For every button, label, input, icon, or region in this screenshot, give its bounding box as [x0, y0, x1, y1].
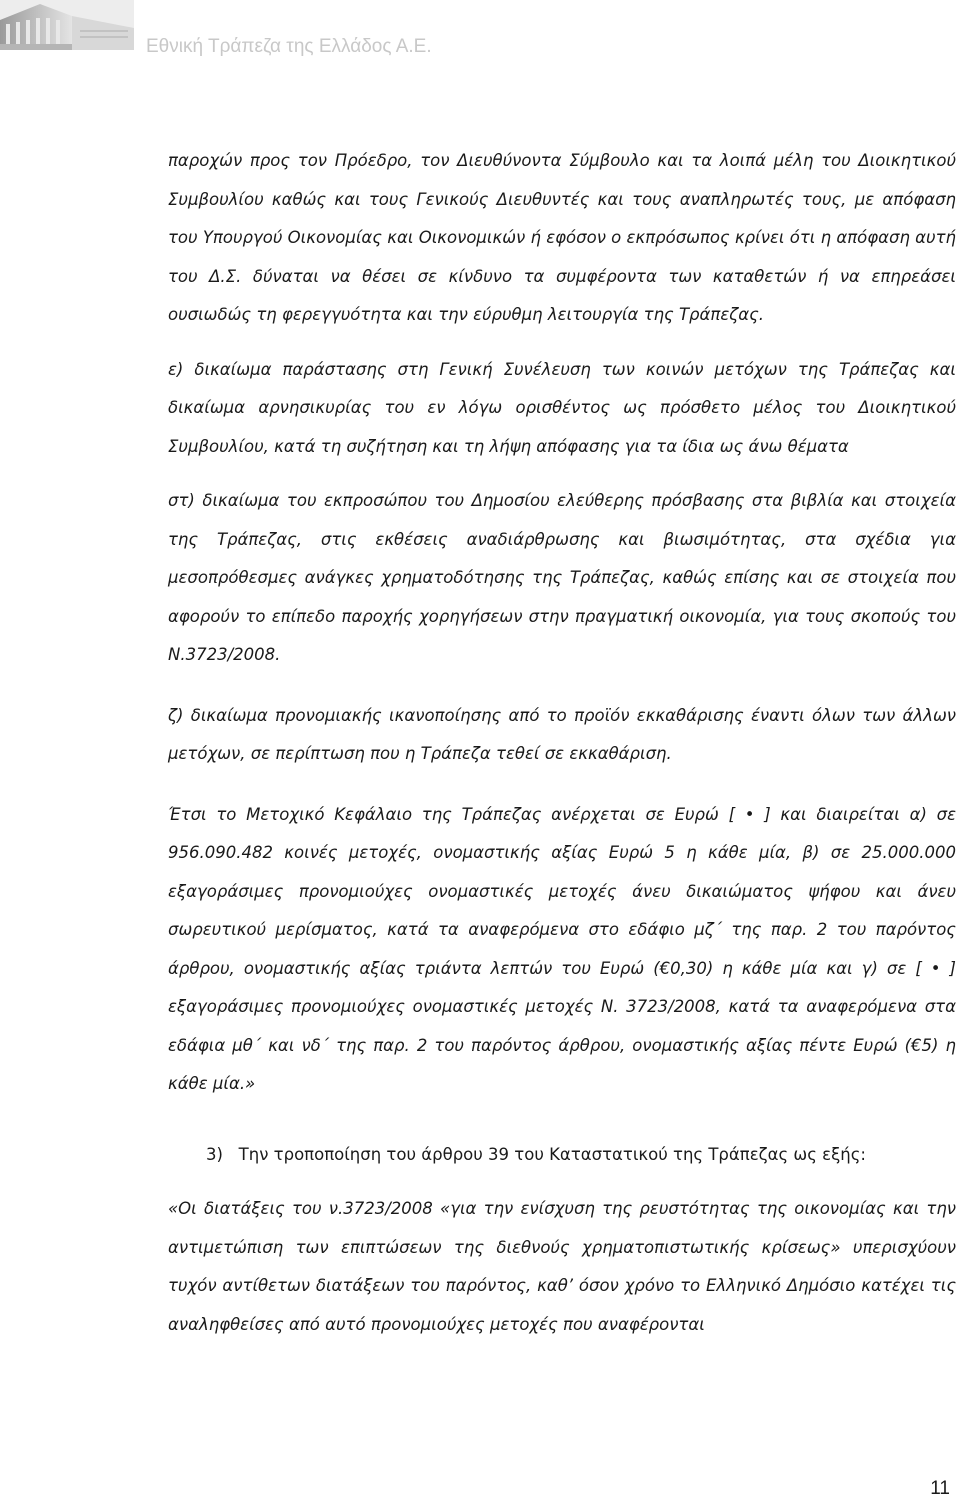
paragraph-right-z: ζ) δικαίωμα προνομιακής ικανοποίησης από το προϊόν εκκαθάρισης έναντι όλων των άλλων μετόχων, σε περίπτωση που η Τράπεζα τεθεί σε εκκαθάριση. — [168, 705, 956, 763]
document-body — [168, 142, 956, 1344]
paragraph-share-capital: Έτσι το Μετοχικό Κεφάλαιο της Τράπεζας ανέρχεται σε Ευρώ [ • ] και διαιρείται α) σε 956.090.482 κοινές μετοχές, ονομαστικής αξίας Ευρώ 5 η κάθε μία, β) σε 25.000.000 εξαγοράσιμες προνομιούχες ονομαστικές μετοχές άνευ δικαιώματος ψήφου και άνευ σωρευτικού μερίσματος, κατά τα αναφερόμενα στο εδάφιο μζ΄ της παρ. 2 του παρόντος άρθρου, ονομαστικής αξίας τριάντα λεπτών του Ευρώ (€0,30) η κάθε μία και γ) σε [ • ] εξαγοράσιμες προνομιούχες ονομαστικές μετοχές Ν. 3723/2008, κατά τα αναφερόμενα στα εδάφια μθ΄ και νδ΄ της παρ. 2 του παρόντος άρθρου, ονομαστικής αξίας πέντε Ευρώ (€5) η κάθε μία.» — [168, 804, 956, 1093]
numbered-item-3: 3) Την τροποποίηση του άρθρου 39 του Καταστατικού της Τράπεζας ως εξής: — [206, 1144, 866, 1164]
bank-building-logo — [0, 0, 134, 50]
paragraph-right-e: ε) δικαίωμα παράστασης στη Γενική Συνέλευση των κοινών μετόχων της Τράπεζας και δικαίωμα αρνησικυρίας του εν λόγω ορισθέντος ως πρόσθετο μέλος του Διοικητικού Συμβουλίου, κατά τη συζήτηση και τη λήψη απόφασης για τα ίδια ως άνω θέματα — [168, 359, 956, 456]
paragraph-article-39: «Οι διατάξεις του ν.3723/2008 «για την ενίσχυση της ρευστότητας της οικονομίας και την αντιμετώπιση των επιπτώσεων της διεθνούς χρηματοπιστωτικής κρίσεως» υπερισχύουν τυχόν αντίθετων διατάξεων του παρόντος, καθ’ όσον χρόνο το Ελληνικό Δημόσιο κατέχει τις αναληφθείσες από αυτό προνομιούχες μετοχές που αναφέρονται — [168, 1199, 956, 1334]
page-number: 11 — [930, 1478, 950, 1499]
paragraph-right-st: στ) δικαίωμα του εκπροσώπου του Δημοσίου ελεύθερης πρόσβασης στα βιβλία και στοιχεία της Τράπεζας, στις εκθέσεις αναδιάρθρωσης και βιωσιμότητας, στα σχέδια για μεσοπρόθεσμες ανάγκες χρηματοδότησης της Τράπεζας, καθώς επίσης και σε στοιχεία που αφορούν το επίπεδο παροχής χορηγήσεων στην πραγματική οικονομία, για τους σκοπούς του Ν.3723/2008. — [168, 491, 956, 664]
paragraph-fees-decision: παροχών προς τον Πρόεδρο, τον Διευθύνοντα Σύμβουλο και τα λοιπά μέλη του Διοικητικού Συμβουλίου καθώς και τους Γενικούς Διευθυντές και τους αναπληρωτές τους, με απόφαση του Υπουργού Οικονομίας και Οικονομικών ή εφόσον ο εκπρόσωπος κρίνει ότι η απόφαση αυτή του Δ.Σ. δύναται να θέσει σε κίνδυνο τα συμφέροντα των καταθετών ή να επηρεάσει ουσιωδώς τη φερεγγυότητα και την εύρυθμη λειτουργία της Τράπεζας. — [168, 151, 956, 324]
header-bank-name: Εθνική Τράπεζα της Ελλάδος Α.Ε. — [146, 36, 432, 57]
